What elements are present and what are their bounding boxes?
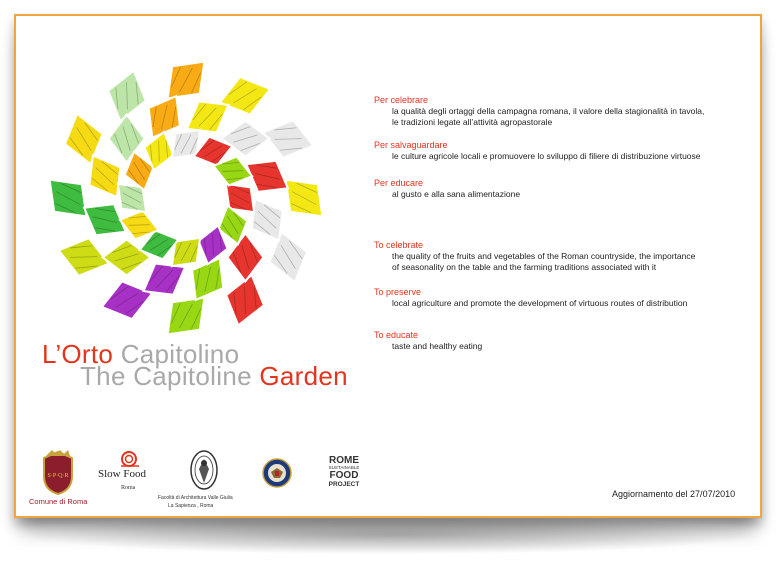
title-the-capitoline: The Capitoline xyxy=(80,361,252,391)
heading-per-salvaguardare: Per salvaguardare xyxy=(374,140,448,150)
title-orto: L’Orto xyxy=(42,339,114,369)
rome-sustainable-food-project-logo xyxy=(328,456,360,489)
sapienza-label-2: La Sapienza , Roma xyxy=(168,503,214,509)
title-garden: Garden xyxy=(259,361,348,391)
comune-di-roma-label: Comune di Roma xyxy=(29,497,88,506)
heading-to-educate: To educate xyxy=(374,330,419,340)
text-per-celebrare-2: le tradizioni legate all’attività agropastorale xyxy=(392,117,553,127)
sapienza-label-1: Facoltà di Architettura Valle Giulia xyxy=(158,495,233,501)
rsfp-sustainable: SUSTAINABLE xyxy=(328,465,360,470)
text-to-celebrate-1: the quality of the fruits and vegetables of the Roman countryside, the importance xyxy=(392,251,696,261)
text-to-preserve: local agriculture and promote the development of virtuous routes of distribution xyxy=(392,298,688,308)
comune-di-roma-crest-icon xyxy=(40,450,76,496)
text-per-educare: al gusto e alla sana alimentazione xyxy=(392,189,521,199)
title-capitolino: Capitolino xyxy=(120,339,240,369)
text-to-educate: taste and healthy eating xyxy=(392,341,483,351)
text-per-celebrare-1: la qualità degli ortaggi della campagna romana, il valore della stagionalità in tavola, xyxy=(392,106,705,116)
heading-per-celebrare: Per celebrare xyxy=(374,95,429,105)
rsfp-food: FOOD xyxy=(329,470,359,481)
title-line-2 xyxy=(80,362,348,390)
sapienza-seal-icon xyxy=(189,449,219,491)
slow-food-roma-label: Roma xyxy=(121,485,136,491)
rsfp-project: PROJECT xyxy=(328,481,360,488)
us-embassy-seal-icon xyxy=(262,458,292,488)
rosette-logo xyxy=(36,48,336,348)
snail-icon xyxy=(118,449,142,467)
card-shadow xyxy=(30,516,750,554)
heading-to-preserve: To preserve xyxy=(374,287,422,297)
heading-per-educare: Per educare xyxy=(374,178,424,188)
svg-text:S·P·Q·R: S·P·Q·R xyxy=(47,473,69,479)
text-per-salvaguardare: le culture agricole locali e promuovere lo sviluppo di filiere di distribuzione virtuose xyxy=(392,151,701,161)
rsfp-rome: ROME xyxy=(329,455,359,466)
text-to-celebrate-2: of seasonality on the table and the farming traditions associated with it xyxy=(392,262,657,272)
update-date: Aggiornamento del 27/07/2010 xyxy=(612,489,736,499)
slow-food-label: Slow Food xyxy=(98,468,146,480)
heading-to-celebrate: To celebrate xyxy=(374,240,424,250)
